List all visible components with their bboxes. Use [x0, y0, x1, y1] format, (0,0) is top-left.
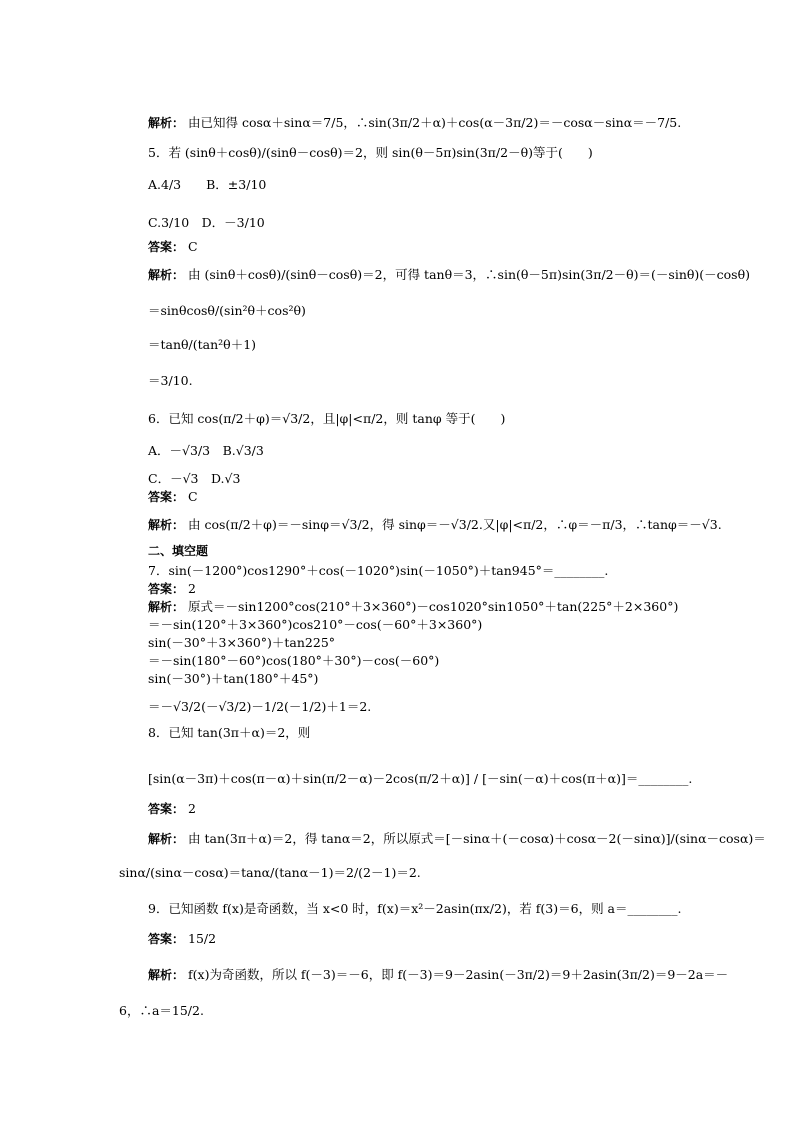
option-line: C．－√3 D.√3: [148, 471, 241, 486]
math-line: ＝－sin(180°－60°)cos(180°＋30°)－cos(－60°): [148, 653, 440, 668]
answer-line: 答案： 15/2: [148, 931, 217, 946]
math-line: ＝sinθcosθ/(sin²θ＋cos²θ): [148, 303, 306, 318]
solution-line: 解析： 由 cos(π/2＋φ)＝－sinφ＝√3/2，得 sinφ＝－√3/2.又|φ|<π/2，∴φ＝－π/3，∴tanφ＝－√3.: [148, 517, 722, 532]
option-line: A．－√3/3 B.√3/3: [148, 443, 264, 458]
section-heading: 二、填空题: [148, 544, 209, 558]
math-line: [sin(α－3π)＋cos(π－α)＋sin(π/2－α)－2cos(π/2＋α)] / [－sin(－α)＋cos(π＋α)]＝________.: [148, 771, 693, 786]
math-line: sin(－30°)＋tan(180°＋45°): [148, 671, 319, 686]
solution-line: 解析： 由已知得 cosα＋sinα＝7/5，∴sin(3π/2＋α)＋cos(α－3π/2)＝－cosα－sinα＝－7/5.: [148, 115, 682, 130]
question-5: 5．若 (sinθ＋cosθ)/(sinθ－cosθ)＝2，则 sin(θ－5π)sin(3π/2－θ)等于( ): [148, 145, 593, 160]
option-line: C.3/10 D．－3/10: [148, 215, 265, 230]
solution-line: 解析： f(x)为奇函数，所以 f(－3)＝－6，即 f(－3)＝9－2asin(－3π/2)＝9＋2asin(3π/2)＝9－2a＝－: [148, 967, 729, 982]
math-line: ＝－sin(120°＋3×360°)cos210°－cos(－60°＋3×360°): [148, 617, 483, 632]
math-line: sin(－30°＋3×360°)＋tan225°: [148, 635, 336, 650]
math-line: 6，∴a＝15/2.: [119, 1003, 204, 1018]
math-line: ＝tanθ/(tan²θ＋1): [148, 337, 257, 352]
question-8: 8．已知 tan(3π＋α)＝2，则: [148, 725, 311, 740]
option-line: A.4/3 B．±3/10: [148, 177, 267, 192]
solution-line: 解析： 由 tan(3π＋α)＝2，得 tanα＝2，所以原式＝[－sinα＋(－cosα)＋cosα－2(－sinα)]/(sinα－cosα)＝: [148, 831, 766, 846]
answer-line: 答案： C: [148, 239, 198, 254]
question-9: 9．已知函数 f(x)是奇函数，当 x<0 时，f(x)＝x²－2asin(πx/2)，若 f(3)＝6，则 a＝________.: [148, 901, 682, 916]
math-line: ＝3/10.: [148, 373, 193, 388]
answer-line: 答案： C: [148, 489, 198, 504]
solution-line: 解析： 由 (sinθ＋cosθ)/(sinθ－cosθ)＝2，可得 tanθ＝3，∴sin(θ－5π)sin(3π/2－θ)＝(－sinθ)(－cosθ): [148, 267, 750, 282]
math-line: ＝－√3/2(－√3/2)－1/2(－1/2)＋1＝2.: [148, 699, 372, 714]
question-7: 7．sin(－1200°)cos1290°＋cos(－1020°)sin(－1050°)＋tan945°＝________.: [148, 563, 609, 578]
question-6: 6．已知 cos(π/2＋φ)＝√3/2，且|φ|<π/2，则 tanφ 等于( ): [148, 411, 506, 426]
answer-line: 答案： 2: [148, 581, 196, 596]
math-line: sinα/(sinα－cosα)＝tanα/(tanα－1)＝2/(2－1)＝2.: [119, 865, 421, 880]
solution-line: 解析： 原式＝－sin1200°cos(210°＋3×360°)－cos1020°sin1050°＋tan(225°＋2×360°): [148, 599, 679, 614]
answer-line: 答案： 2: [148, 801, 196, 816]
